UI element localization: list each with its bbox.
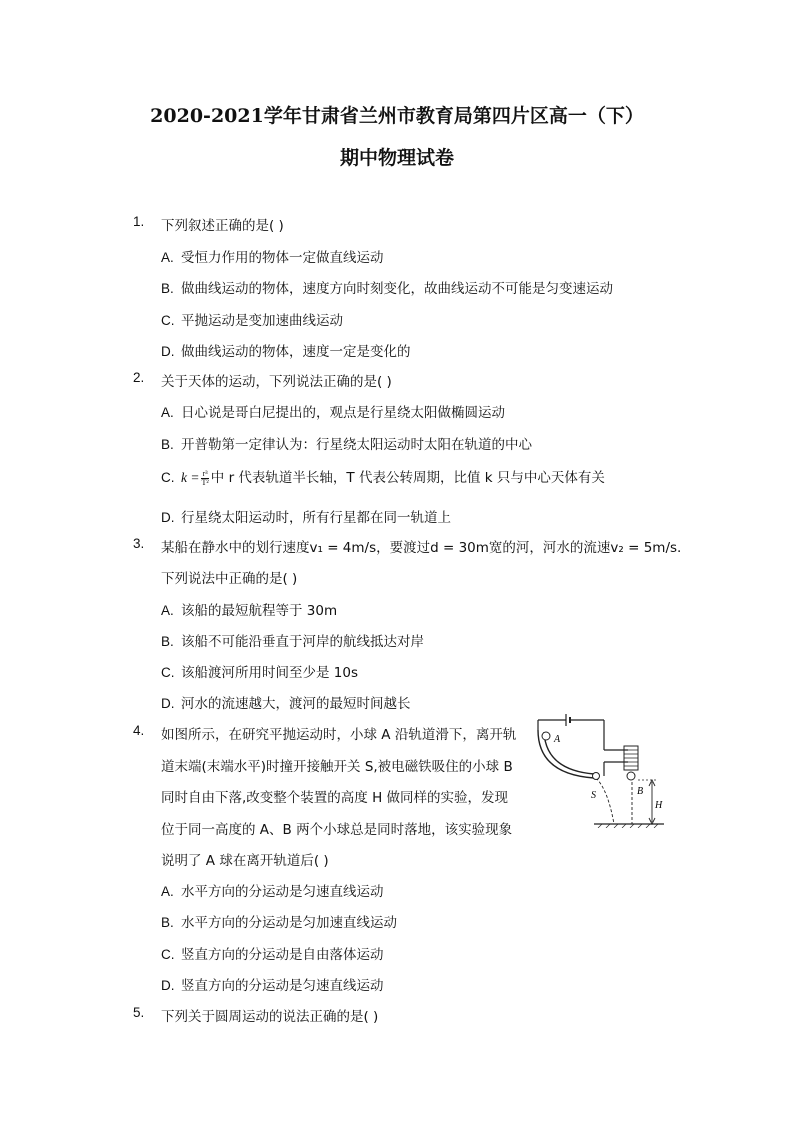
question-number: 3. — [133, 536, 145, 551]
question-stem: 某船在静水中的划行速度v₁ = 4m/s，要渡过d = 30m宽的河，河水的流速v₂ = 5m/s. — [161, 540, 682, 556]
option-b: B. 做曲线运动的物体，速度方向时刻变化，故曲线运动不可能是匀变速运动 — [161, 281, 613, 297]
option-c: C. 该船渡河所用时间至少是 10s — [161, 665, 359, 681]
projectile-apparatus-figure — [536, 712, 666, 828]
formula-fraction: $\frac{\text{r³}}{\text{T²}}$ — [201, 468, 209, 487]
option-c: C. 平抛运动是变加速曲线运动 — [161, 313, 343, 329]
switch-s — [593, 773, 600, 780]
option-d: D. 行星绕太阳运动时，所有行星都在同一轨道上 — [161, 510, 451, 526]
label-a: A — [554, 734, 561, 745]
question-stem-line4: 位于同一高度的 A、B 两个小球总是同时落地，该实验现象 — [161, 822, 513, 838]
question-stem-line2: 道末端(末端水平)时撞开接触开关 S,被电磁铁吸住的小球 B — [161, 759, 513, 775]
ball-b — [627, 772, 635, 780]
option-d: D. 竖直方向的分运动是匀速直线运动 — [161, 978, 384, 994]
question-stem-line1: 如图所示，在研究平抛运动时，小球 A 沿轨道滑下，离开轨 — [161, 727, 517, 743]
question-number: 2. — [133, 370, 145, 385]
label-s: S — [591, 790, 596, 801]
question-stem: 关于天体的运动，下列说法正确的是( ) — [161, 374, 392, 390]
option-b: B. 该船不可能沿垂直于河岸的航线抵达对岸 — [161, 634, 424, 650]
option-a: A. 受恒力作用的物体一定做直线运动 — [161, 250, 384, 266]
option-c: C. k = $\frac{\text{r³}}{\text{T²}}$ 中 r 代表轨道半长轴，T 代表公转周期，比值 k 只与中心天体有关 — [161, 468, 605, 487]
question-stem: 下列叙述正确的是( ) — [161, 218, 284, 234]
label-b: B — [637, 786, 644, 797]
option-c: C. 竖直方向的分运动是自由落体运动 — [161, 947, 384, 963]
option-d: D. 河水的流速越大，渡河的最短时间越长 — [161, 696, 411, 712]
option-a: A. 水平方向的分运动是匀速直线运动 — [161, 884, 384, 900]
option-d: D. 做曲线运动的物体，速度一定是变化的 — [161, 344, 411, 360]
option-b: B. 水平方向的分运动是匀加速直线运动 — [161, 915, 397, 931]
option-a: A. 该船的最短航程等于 30m — [161, 603, 338, 619]
question-stem-line3: 同时自由下落,改变整个装置的高度 H 做同样的实验，发现 — [161, 790, 509, 806]
option-b: B. 开普勒第一定律认为：行星绕太阳运动时太阳在轨道的中心 — [161, 437, 532, 453]
question-number: 5. — [133, 1005, 145, 1020]
question-stem-line2: 下列说法中正确的是( ) — [161, 571, 298, 587]
question-number: 4. — [133, 723, 145, 738]
curved-track-inner — [544, 732, 594, 774]
exam-title-line1: 2020-2021学年甘肃省兰州市教育局第四片区高一（下） — [150, 105, 644, 127]
option-a: A. 日心说是哥白尼提出的，观点是行星绕太阳做椭圆运动 — [161, 405, 505, 421]
ball-a — [542, 732, 550, 740]
label-h: H — [655, 800, 663, 811]
trajectory-a — [596, 778, 614, 824]
question-stem: 下列关于圆周运动的说法正确的是( ) — [161, 1009, 379, 1025]
exam-title-line2: 期中物理试卷 — [339, 147, 454, 169]
question-number: 1. — [133, 214, 145, 229]
electromagnet-coil — [624, 750, 638, 766]
question-stem-line5: 说明了 A 球在离开轨道后( ) — [161, 853, 329, 869]
